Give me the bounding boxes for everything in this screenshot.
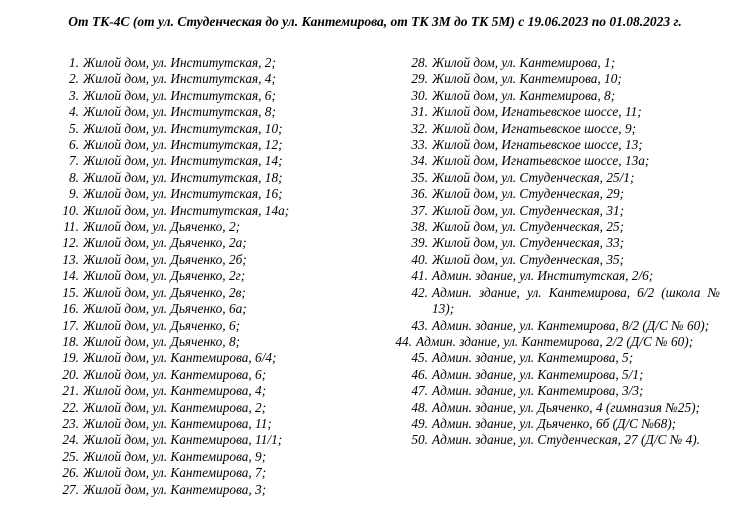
item-address: Админ. здание, ул. Кантемирова, 3/3; xyxy=(432,383,644,399)
item-number: 50. xyxy=(411,432,428,448)
list-item xyxy=(55,219,375,235)
item-number: 16. xyxy=(62,301,79,317)
item-number: 7. xyxy=(69,153,79,169)
item-number: 47. xyxy=(411,383,428,399)
list-item xyxy=(408,318,720,334)
item-address: Жилой дом, ул. Дьяченко, 6; xyxy=(83,317,241,333)
item-number: 10. xyxy=(62,202,79,218)
list-item xyxy=(55,235,375,251)
item-number: 13. xyxy=(62,251,79,267)
item-number: 49. xyxy=(411,415,428,431)
list-item xyxy=(408,153,720,169)
item-address: Жилой дом, ул. Кантемирова, 8; xyxy=(432,87,616,103)
item-address: Админ. здание, ул. Дьяченко, 4 (гимназия №25); xyxy=(432,399,700,415)
item-address: Жилой дом, ул. Дьяченко, 2а; xyxy=(83,235,247,251)
item-number: 8. xyxy=(69,169,79,185)
item-number: 27. xyxy=(62,481,79,497)
list-item xyxy=(55,252,375,268)
item-address: Жилой дом, ул. Кантемирова, 6/4; xyxy=(83,350,277,366)
list-item xyxy=(408,88,720,104)
item-number: 45. xyxy=(411,350,428,366)
item-number: 32. xyxy=(411,120,428,136)
item-number: 20. xyxy=(62,366,79,382)
list-item xyxy=(408,400,720,416)
item-address: Админ. здание, ул. Институтская, 2/6; xyxy=(432,268,654,284)
item-number: 30. xyxy=(411,87,428,103)
list-item xyxy=(408,235,720,251)
item-number: 46. xyxy=(411,366,428,382)
list-item xyxy=(55,432,375,448)
item-address: Админ. здание, ул. Дьяченко, 6б (Д/С №68); xyxy=(432,415,677,431)
list-item xyxy=(55,334,375,350)
item-number: 23. xyxy=(62,415,79,431)
item-number: 1. xyxy=(69,55,79,70)
list-item xyxy=(408,219,720,235)
list-item xyxy=(55,170,375,186)
item-address: Жилой дом, Игнатьевское шоссе, 11; xyxy=(432,104,642,120)
item-address: Жилой дом, ул. Дьяченко, 2в; xyxy=(83,284,246,300)
item-address: Жилой дом, ул. Кантемирова, 10; xyxy=(432,71,622,87)
list-item xyxy=(55,318,375,334)
item-address: Жилой дом, Игнатьевское шоссе, 13; xyxy=(432,137,643,153)
list-item xyxy=(408,367,720,383)
address-list-left xyxy=(55,55,375,498)
list-item xyxy=(55,449,375,465)
list-item xyxy=(408,186,720,202)
item-address: Жилой дом, ул. Кантемирова, 6; xyxy=(83,366,267,382)
list-item xyxy=(55,301,375,317)
item-number: 15. xyxy=(62,284,79,300)
item-address: Админ. здание, ул. Кантемирова, 8/2 (Д/С № 60); xyxy=(432,317,710,333)
item-number: 6. xyxy=(69,137,79,153)
item-number: 2. xyxy=(69,71,79,87)
item-address: Админ. здание, ул. Кантемирова, 2/2 (Д/С № 60); xyxy=(416,333,694,349)
list-item xyxy=(408,350,720,366)
item-address: Жилой дом, ул. Институтская, 14а; xyxy=(83,202,290,218)
item-number: 18. xyxy=(62,333,79,349)
list-item xyxy=(408,137,720,153)
list-item xyxy=(55,104,375,120)
list-item xyxy=(55,482,375,498)
item-number: 25. xyxy=(62,448,79,464)
item-number: 31. xyxy=(411,104,428,120)
list-item xyxy=(408,432,720,448)
item-address: Жилой дом, ул. Дьяченко, 8; xyxy=(83,333,241,349)
item-address: Жилой дом, ул. Дьяченко, 2б; xyxy=(83,251,247,267)
list-item xyxy=(55,203,375,219)
list-item xyxy=(408,55,720,71)
item-number: 29. xyxy=(411,71,428,87)
item-address: Жилой дом, ул. Дьяченко, 6а; xyxy=(83,301,247,317)
item-address: Админ. здание, ул. Студенческая, 27 (Д/С № 4). xyxy=(432,432,700,448)
list-item xyxy=(55,153,375,169)
list-item xyxy=(408,104,720,120)
list-item xyxy=(55,186,375,202)
item-number: 38. xyxy=(411,219,428,235)
item-address: Жилой дом, ул. Студенческая, 33; xyxy=(432,235,625,251)
item-number: 3. xyxy=(69,87,79,103)
item-number: 43. xyxy=(411,317,428,333)
item-address: Жилой дом, ул. Институтская, 10; xyxy=(83,120,283,136)
list-item xyxy=(55,285,375,301)
item-address: Жилой дом, ул. Дьяченко, 2г; xyxy=(83,268,246,284)
item-number: 48. xyxy=(411,399,428,415)
list-item xyxy=(408,170,720,186)
list-item xyxy=(408,252,720,268)
item-address: Жилой дом, ул. Студенческая, 29; xyxy=(432,186,625,202)
item-address: Жилой дом, ул. Институтская, 2; xyxy=(83,55,276,70)
item-number: 21. xyxy=(62,383,79,399)
document-title: От ТК-4С (от ул. Студенческая до ул. Кантемирова, от ТК 3М до ТК 5М) с 19.06.2023 по 01.08.2023 г. xyxy=(68,14,682,29)
item-number: 33. xyxy=(411,137,428,153)
item-address: Жилой дом, ул. Дьяченко, 2; xyxy=(83,219,241,235)
item-address: Жилой дом, ул. Институтская, 6; xyxy=(83,87,276,103)
item-number: 12. xyxy=(62,235,79,251)
list-item xyxy=(55,268,375,284)
item-address: Жилой дом, ул. Кантемирова, 11; xyxy=(83,415,272,431)
list-item xyxy=(55,350,375,366)
item-number: 4. xyxy=(69,104,79,120)
item-number: 35. xyxy=(411,169,428,185)
list-item xyxy=(408,203,720,219)
list-item xyxy=(55,121,375,137)
item-address: Жилой дом, ул. Студенческая, 25; xyxy=(432,219,625,235)
list-item xyxy=(395,333,720,350)
item-address: Жилой дом, ул. Институтская, 14; xyxy=(83,153,283,169)
item-address: Жилой дом, ул. Кантемирова, 1; xyxy=(432,55,616,70)
item-address: Жилой дом, Игнатьевское шоссе, 13а; xyxy=(432,153,650,169)
item-number: 42. xyxy=(411,284,428,300)
item-number: 36. xyxy=(411,186,428,202)
item-number: 24. xyxy=(62,432,79,448)
item-number: 17. xyxy=(62,317,79,333)
item-number: 39. xyxy=(411,235,428,251)
item-number: 34. xyxy=(411,153,428,169)
list-item xyxy=(408,268,720,284)
item-address: Жилой дом, ул. Институтская, 4; xyxy=(83,71,276,87)
list-item xyxy=(55,400,375,416)
item-address: Жилой дом, ул. Кантемирова, 2; xyxy=(83,399,267,415)
item-number: 28. xyxy=(411,55,428,70)
list-item xyxy=(408,71,720,87)
item-number: 22. xyxy=(62,399,79,415)
list-item xyxy=(55,367,375,383)
list-item xyxy=(408,121,720,137)
list-item xyxy=(55,383,375,399)
item-address: Жилой дом, ул. Институтская, 16; xyxy=(83,186,283,202)
item-address: Жилой дом, ул. Кантемирова, 9; xyxy=(83,448,267,464)
item-address: Админ. здание, ул. Кантемирова, 6/2 (школа № 13); xyxy=(432,284,720,317)
item-address: Жилой дом, ул. Кантемирова, 7; xyxy=(83,465,267,481)
item-address: Админ. здание, ул. Кантемирова, 5/1; xyxy=(432,366,644,382)
item-number: 9. xyxy=(69,186,79,202)
item-address: Жилой дом, ул. Институтская, 12; xyxy=(83,137,283,153)
list-item xyxy=(55,88,375,104)
address-list-right xyxy=(395,55,720,449)
item-number: 14. xyxy=(62,268,79,284)
item-address: Жилой дом, ул. Студенческая, 25/1; xyxy=(432,169,635,185)
list-item xyxy=(55,55,375,71)
item-address: Жилой дом, ул. Институтская, 8; xyxy=(83,104,276,120)
item-address: Жилой дом, ул. Институтская, 18; xyxy=(83,169,283,185)
item-number: 11. xyxy=(63,219,79,235)
item-number: 5. xyxy=(69,120,79,136)
list-item xyxy=(55,71,375,87)
list-item xyxy=(408,383,720,399)
item-number: 40. xyxy=(411,251,428,267)
list-item xyxy=(408,285,720,318)
item-number: 41. xyxy=(411,268,428,284)
item-number: 37. xyxy=(411,202,428,218)
item-address: Жилой дом, ул. Кантемирова, 11/1; xyxy=(83,432,283,448)
item-address: Жилой дом, ул. Студенческая, 35; xyxy=(432,251,625,267)
list-item xyxy=(408,416,720,432)
item-number: 19. xyxy=(62,350,79,366)
item-number: 44. xyxy=(395,333,412,349)
list-item xyxy=(55,465,375,481)
list-item xyxy=(55,416,375,432)
item-address: Жилой дом, ул. Кантемирова, 4; xyxy=(83,383,267,399)
item-number: 26. xyxy=(62,465,79,481)
item-address: Админ. здание, ул. Кантемирова, 5; xyxy=(432,350,634,366)
item-address: Жилой дом, ул. Кантемирова, 3; xyxy=(83,481,267,497)
item-address: Жилой дом, ул. Студенческая, 31; xyxy=(432,202,625,218)
item-address: Жилой дом, Игнатьевское шоссе, 9; xyxy=(432,120,637,136)
list-item xyxy=(55,137,375,153)
